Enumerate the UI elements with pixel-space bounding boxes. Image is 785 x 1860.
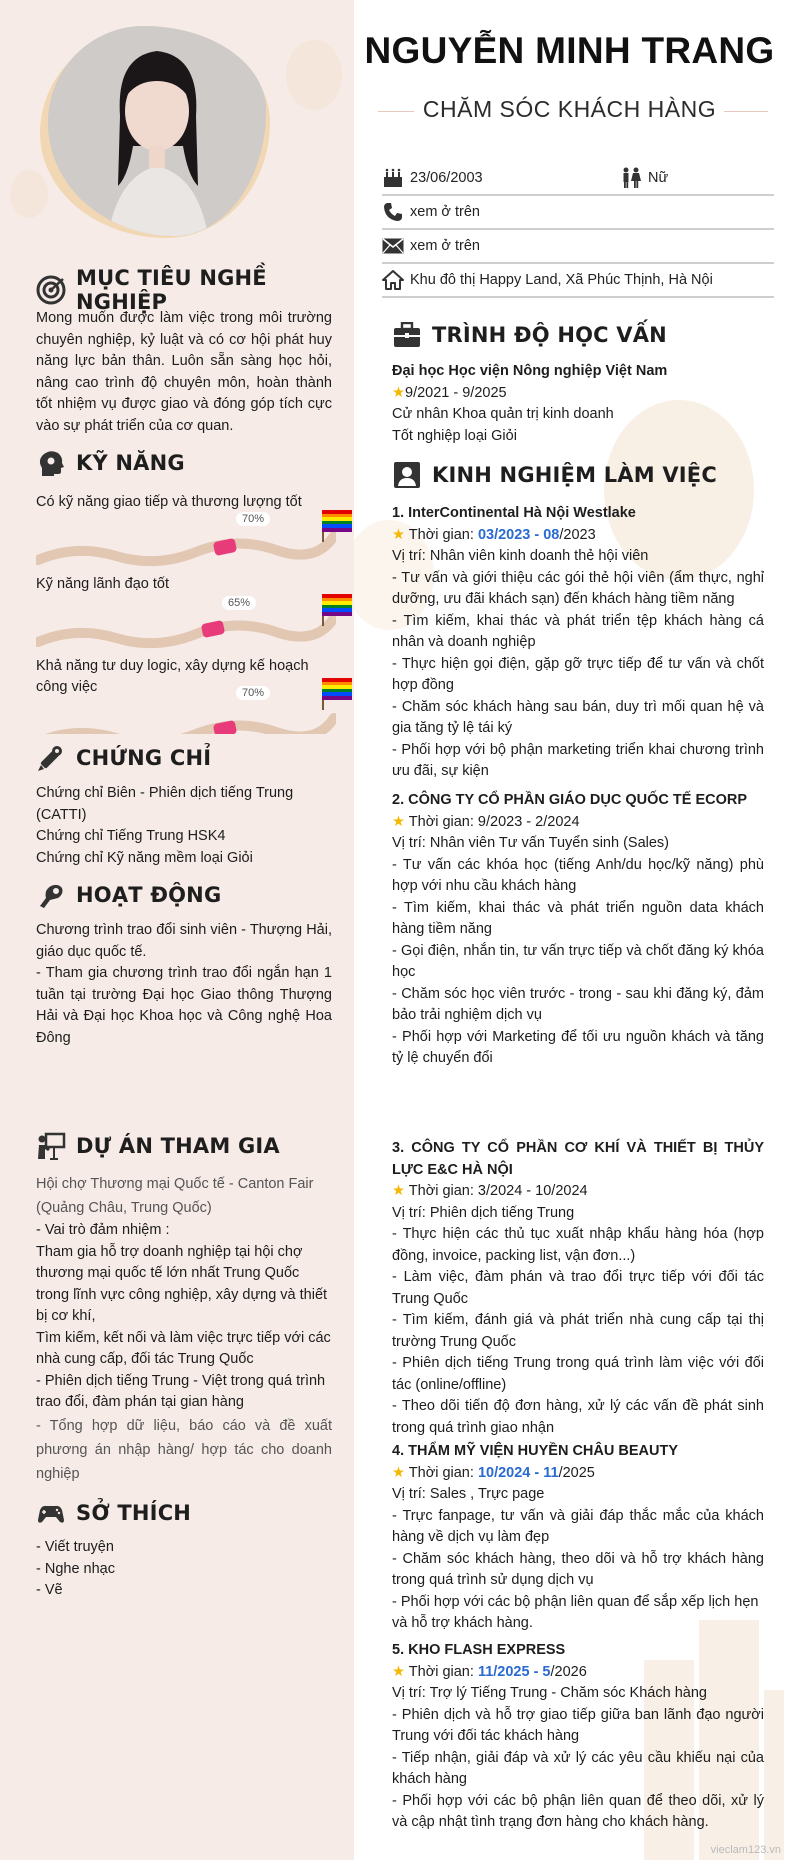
- job-title: CHĂM SÓC KHÁCH HÀNG: [422, 96, 717, 122]
- job-position: Vị trí: Nhân viên kinh doanh thẻ hội viên: [392, 548, 649, 564]
- job-duty: - Theo dõi tiến độ đơn hàng, xử lý các vấn đề phát sinh trong quá trình giao nhận: [392, 1398, 764, 1436]
- activity-icon: [36, 880, 66, 910]
- project-line: Tham gia hỗ trợ doanh nghiệp tại hội chợ thương mại quốc tế lớn nhất Trung Quốc trong lĩnh vực công nghiệp, xây dựng và thiết bị cơ khí,: [36, 1243, 328, 1324]
- skill-label: Kỹ năng lãnh đạo tốt: [36, 576, 170, 592]
- education-block: [392, 361, 764, 447]
- experience-block-4: [392, 1441, 764, 1635]
- star-icon: ★: [392, 1663, 405, 1680]
- hobby-item: - Nghe nhạc: [36, 1560, 115, 1577]
- hobbies-title: SỞ THÍCH: [76, 1501, 192, 1525]
- education-period-row: [392, 383, 764, 405]
- skills-section-title: [36, 448, 185, 478]
- job-duty: - Phối hợp với các bộ phận liên quan để sắp xếp lịch hẹn và hỗ trợ khách hàng.: [392, 1593, 759, 1631]
- skill-label: Có kỹ năng giao tiếp và thương lượng tốt: [36, 494, 302, 510]
- job-position: Vị trí: Phiên dịch tiếng Trung: [392, 1204, 575, 1221]
- job-position: Vị trí: Sales , Trực page: [392, 1486, 545, 1502]
- project-line: - Phiên dịch tiếng Trung - Việt trong quá trình trao đổi, đàm phán tại gian hàng: [36, 1372, 326, 1410]
- balloon-decoration: [10, 170, 48, 218]
- job-duty: - Tìm kiếm, đánh giá và phát triển nhà cung cấp tại thị trường Trung Quốc: [392, 1312, 764, 1350]
- experience-title: KINH NGHIỆM LÀM VIỆC: [432, 463, 717, 487]
- projects-title: DỰ ÁN THAM GIA: [76, 1134, 280, 1158]
- birthday-cake-icon: [382, 167, 404, 189]
- job-duty: - Phiên dịch và hỗ trợ giao tiếp giữa ban lãnh đạo người Trung với đối tác khách hàng: [392, 1706, 764, 1744]
- rainbow-flag-icon: [322, 678, 352, 700]
- company-name: 4. THẨM MỸ VIỆN HUYỀN CHÂU BEAUTY: [392, 1443, 678, 1459]
- job-position: Vị trí: Nhân viên Tư vấn Tuyển sinh (Sales): [392, 835, 670, 851]
- projects-list: [36, 1172, 332, 1486]
- job-duty: - Phối hợp với các bộ phận liên quan để theo dõi, xử lý và cập nhật tình trạng đơn hàng cho khách hàng.: [392, 1792, 764, 1830]
- rainbow-flag-icon: [322, 594, 352, 616]
- activities-title: HOẠT ĐỘNG: [76, 883, 222, 907]
- company-name: 5. KHO FLASH EXPRESS: [392, 1642, 566, 1658]
- education-period: 9/2021 - 9/2025: [405, 384, 507, 401]
- star-icon: ★: [392, 384, 405, 401]
- phone-icon: [382, 201, 404, 223]
- job-time-prefix: Thời gian:: [408, 1464, 478, 1481]
- skill-percent: 70%: [236, 512, 270, 526]
- company-name: 3. CÔNG TY CỔ PHẦN CƠ KHÍ VÀ THIẾT BỊ THỦY LỰC E&C HÀ NỘI: [392, 1140, 764, 1178]
- contact-row-birthdate: [382, 161, 774, 196]
- phone-value: xem ở trên: [410, 203, 480, 220]
- hobby-item: - Vẽ: [36, 1582, 63, 1598]
- briefcase-icon: [392, 320, 422, 350]
- presentation-icon: [36, 1131, 66, 1161]
- job-duty: - Phối hợp với Marketing để tối ưu nguồn khách và tăng tỷ lệ chuyển đổi: [392, 1028, 764, 1066]
- job-time-suffix: /2023: [559, 526, 596, 543]
- grade: Tốt nghiệp loại Giỏi: [392, 427, 517, 444]
- project-name: Hội chợ Thương mại Quốc tế - Canton Fair (Quảng Châu, Trung Quốc): [36, 1176, 314, 1216]
- job-time-suffix: /2026: [550, 1663, 587, 1680]
- company-name: 1. InterContinental Hà Nội Westlake: [392, 505, 636, 521]
- job-duty: - Tư vấn các khóa học (tiếng Anh/du học/kỹ năng) phù hợp với nhu cầu khách hàng: [392, 856, 764, 894]
- job-duty: - Thực hiện các thủ tục xuất nhập khẩu hàng hóa (hợp đồng, invoice, packing list, vận đơn...): [392, 1226, 764, 1264]
- education-title: TRÌNH ĐỘ HỌC VẤN: [432, 323, 667, 347]
- user-card-icon: [392, 460, 422, 490]
- candidate-name: NGUYỄN MINH TRANG: [364, 30, 775, 71]
- certificates-list: [36, 783, 332, 869]
- hobbies-list: [36, 1537, 332, 1602]
- job-duty: - Phiên dịch tiếng Trung trong quá trình làm việc với đối tác (online/offline): [392, 1355, 764, 1393]
- job-position: Vị trí: Trợ lý Tiếng Trung - Chăm sóc Khách hàng: [392, 1685, 707, 1701]
- project-line: - Tổng hợp dữ liệu, báo cáo và đề xuất phương án nhập hàng/ hợp tác cho doanh nghiệp: [36, 1417, 332, 1482]
- job-duty: - Làm việc, đàm phán và trao đổi trực tiếp với đối tác Trung Quốc: [392, 1269, 764, 1307]
- gamepad-icon: [36, 1498, 66, 1528]
- star-icon: ★: [392, 1464, 405, 1481]
- job-duty: - Gọi điện, nhắn tin, tư vấn trực tiếp và chốt đăng ký khóa học: [392, 942, 764, 980]
- head-gear-icon: [36, 448, 66, 478]
- envelope-icon: [382, 235, 404, 257]
- skill-label: Khả năng tư duy logic, xây dựng kế hoạch công việc: [36, 658, 309, 695]
- experience-section-title: [392, 460, 717, 490]
- skill-percent: 70%: [236, 686, 270, 700]
- watermark: vieclam123.vn: [710, 1844, 781, 1856]
- objective-title: MỤC TIÊU NGHỀ NGHIỆP: [76, 266, 267, 314]
- gender-value: Nữ: [648, 169, 669, 186]
- activity-item: - Tham gia chương trình trao đổi ngắn hạn 1 tuần tại trường Đại học Giao thông Thượng Hải và Đại học Khoa học và Công nghệ Hoa Đông: [36, 965, 332, 1046]
- activities-section-title: [36, 880, 221, 910]
- job-duty: - Chăm sóc khách hàng, theo dõi và hỗ trợ khách hàng trong quá trình sử dụng dịch vụ: [392, 1550, 764, 1588]
- home-icon: [382, 269, 404, 291]
- skills-title: KỸ NĂNG: [76, 451, 185, 475]
- contact-row-email: [382, 229, 774, 264]
- company-name: 2. CÔNG TY CỔ PHẦN GIÁO DỤC QUỐC TẾ ECORP: [392, 792, 748, 808]
- job-duty: - Tìm kiếm, khai thác và phát triển tệp khách hàng cá nhân và doanh nghiệp: [392, 612, 764, 650]
- projects-section-title: [36, 1131, 280, 1161]
- objective-section-title: [36, 266, 354, 314]
- school-name: Đại học Học viện Nông nghiệp Việt Nam: [392, 363, 668, 379]
- activity-item: Chương trình trao đổi sinh viên - Thượng Hải, giáo dục quốc tế.: [36, 922, 332, 960]
- job-duty: - Tìm kiếm, khai thác và phát triển nguồn data khách hàng tiềm năng: [392, 899, 764, 937]
- job-duty: - Tiếp nhận, giải đáp và xử lý các yêu cầu khiếu nại của khách hàng: [392, 1749, 764, 1787]
- certificates-title: CHỨNG CHỈ: [76, 746, 212, 770]
- job-duty: - Trực fanpage, tư vấn và giải đáp thắc mắc của khách hàng về dịch vụ làm đẹp: [392, 1507, 764, 1545]
- contact-row-address: [382, 263, 774, 298]
- skill-road: [36, 704, 336, 734]
- job-time-row: [392, 1181, 764, 1203]
- job-time-row: [392, 525, 764, 547]
- skill-road: [36, 597, 336, 654]
- left-column: [0, 0, 354, 1860]
- balloon-decoration: [286, 40, 342, 110]
- star-icon: ★: [392, 1183, 405, 1199]
- job-duty: - Phối hợp với bộ phận marketing triển khai chương trình ưu đãi, sự kiện: [392, 741, 764, 779]
- job-time-row: [392, 1463, 764, 1485]
- hobbies-section-title: [36, 1498, 191, 1528]
- job-time-prefix: Thời gian:: [408, 1663, 478, 1680]
- job-time-highlight: 11/2025 - 5: [477, 1663, 551, 1680]
- activities-list: [36, 920, 332, 1049]
- project-line: - Vai trò đảm nhiệm :: [36, 1222, 170, 1238]
- certificate-item: Chứng chỉ Kỹ năng mềm loại Giỏi: [36, 849, 253, 866]
- target-icon: [36, 275, 66, 305]
- job-time: Thời gian: 9/2023 - 2/2024: [408, 813, 580, 830]
- experience-block-2: [392, 790, 764, 1070]
- experience-block-3: [392, 1138, 764, 1439]
- certificate-item: Chứng chỉ Biên - Phiên dịch tiếng Trung (CATTI): [36, 785, 294, 823]
- job-time-prefix: Thời gian:: [408, 526, 478, 543]
- job-time-highlight: 03/2023 - 08: [477, 526, 560, 543]
- certificate-icon: [36, 743, 66, 773]
- address-value: Khu đô thị Happy Land, Xã Phúc Thịnh, Hà Nội: [410, 271, 713, 288]
- star-icon: ★: [392, 813, 405, 830]
- certificates-section-title: [36, 743, 211, 773]
- job-time: Thời gian: 3/2024 - 10/2024: [408, 1183, 588, 1199]
- certificate-item: Chứng chỉ Tiếng Trung HSK4: [36, 828, 226, 844]
- star-icon: ★: [392, 526, 405, 543]
- job-duty: - Thực hiện gọi điện, gặp gỡ trực tiếp để tư vấn và chốt hợp đồng: [392, 655, 764, 693]
- gender-icon: [620, 167, 642, 189]
- email-value: xem ở trên: [410, 237, 480, 254]
- rainbow-flag-icon: [322, 510, 352, 532]
- job-time-row: [392, 1662, 764, 1684]
- job-time-highlight: 10/2024 - 11: [477, 1464, 559, 1481]
- project-line: Tìm kiếm, kết nối và làm việc trực tiếp với các nhà cung cấp, đối tác Trung Quốc: [36, 1329, 331, 1367]
- skill-percent: 65%: [222, 596, 256, 610]
- job-duty: - Chăm sóc khách hàng sau bán, duy trì mối quan hệ và gia tăng tỷ lệ tái ký: [392, 698, 764, 736]
- job-duty: - Tư vấn và giới thiệu các gói thẻ hội viên (ẩm thực, nghỉ dưỡng, ưu đãi khách sạn) đến khách hàng tiềm năng: [392, 569, 764, 607]
- hobby-item: - Viết truyện: [36, 1539, 114, 1555]
- contact-row-phone: [382, 195, 774, 230]
- experience-block-5: [392, 1640, 764, 1834]
- experience-block-1: [392, 503, 764, 783]
- job-duty: - Chăm sóc học viên trước - trong - sau khi đăng ký, đảm bảo trải nghiệm dịch vụ: [392, 985, 764, 1023]
- degree: Cử nhân Khoa quản trị kinh doanh: [392, 406, 614, 422]
- birthdate-value: 23/06/2003: [410, 169, 483, 186]
- objective-text: Mong muốn được làm việc trong môi trường chuyên nghiệp, kỷ luật và có cơ hội phát huy năng lực bản thân. Luôn sẵn sàng học hỏi, nâng cao trình độ chuyên môn, hoàn thành tốt nhiệm vụ được giao và đóng góp tích cực vào sự phát triển của cơ quan.: [36, 310, 332, 434]
- job-time-row: [392, 812, 764, 834]
- job-time-suffix: /2025: [558, 1464, 595, 1481]
- education-section-title: [392, 320, 667, 350]
- skill-road: [36, 513, 336, 572]
